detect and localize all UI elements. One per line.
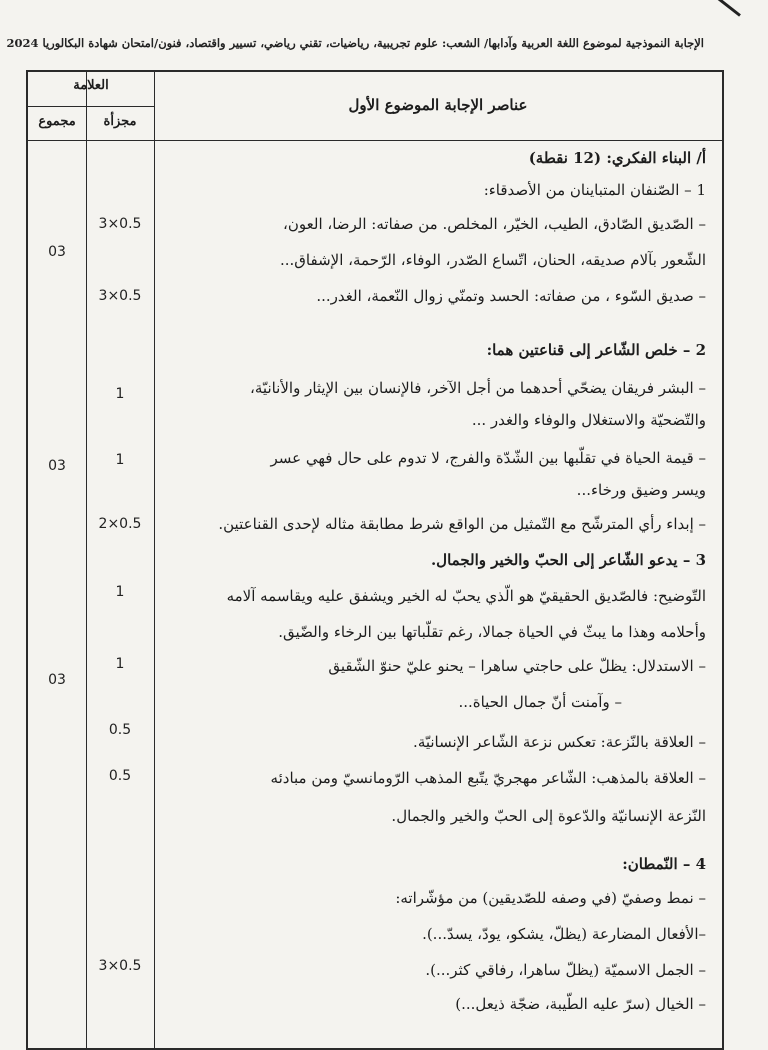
mark-part: 1: [115, 386, 125, 402]
answer-line: – قيمة الحياة في تقلّبها بين الشّدّة والفرج، لا تدوم على حال فهي عسر: [270, 449, 706, 467]
answer-line: التّوضيح: فالصّديق الحقيقيّ هو الّذي يحبّ له الخير ويشفق عليه ويقاسمه آلامه: [226, 587, 706, 605]
answer-line: 1 – الصّنفان المتباينان من الأصدقاء:: [483, 181, 706, 199]
question-heading: 2 – خلص الشّاعر إلى قناعتين هما:: [486, 341, 706, 359]
mark-part: 0.5: [108, 722, 132, 738]
marks-header-divider: [28, 106, 154, 107]
answer-line: – الصّديق الصّادق، الطيب، الخيّر، المخلص. من صفاته: الرضا، العون،: [283, 215, 706, 233]
answer-column-title: عناصر الإجابة الموضوع الأول: [348, 96, 528, 114]
answer-line: – وآمنت أنّ جمال الحياة...: [458, 693, 622, 711]
answer-line: –الأفعال المضارعة (يظلّ، يشكو، يودّ، يسدّ...).: [422, 925, 706, 943]
mark-total: 03: [48, 458, 66, 474]
mark-part: 0.5: [108, 768, 132, 784]
corner-slash-mark: [701, 0, 741, 17]
answer-line: – العلاقة بالنّزعة: تعكس نزعة الشّاعر الإنسانيّة.: [413, 733, 706, 751]
mark-part: 1: [115, 584, 125, 600]
answer-line: والتّضحيّة والاستغلال والوفاء والغدر ...: [471, 411, 706, 429]
answer-line: – الخيال (سرّ عليه الطّيبة، ضجّة ذيعل...): [455, 995, 706, 1013]
answer-line: النّزعة الإنسانيّة والدّعوة إلى الحبّ والخير والجمال.: [391, 807, 706, 825]
mark-part: 1: [115, 656, 125, 672]
answer-line: – الاستدلال: يظلّ على حاجتي ساهرا – يحنو عليّ حنوّ الشّقيق: [328, 657, 706, 675]
total-column-header: مجموع: [38, 114, 76, 129]
answer-line: – نمط وصفيّ (في وصفه للصّديقين) من مؤشّراته:: [395, 889, 706, 907]
answer-line: الشّعور بآلام صديقه، الحنان، اتّساع الصّدر، الوفاء، الرّحمة، الإشفاق...: [279, 251, 706, 269]
answer-line: ويسر وضيق ورخاء...: [576, 481, 706, 499]
answer-line: – صديق السّوء ، من صفاته: الحسد وتمنّي زوال النّعمة، الغدر...: [316, 287, 706, 305]
answer-line: – العلاقة بالمذهب: الشّاعر مهجريّ يتّبع المذهب الرّومانسيّ ومن مبادئه: [270, 769, 706, 787]
mark-part: 3×0.5: [98, 216, 142, 232]
marks-column-title: العلامة: [73, 78, 109, 93]
section-title: أ/ البناء الفكري: (12 نقطة): [528, 149, 706, 167]
part-column-header: مجزأة: [103, 114, 137, 129]
column-divider-part: [154, 72, 155, 1048]
exam-header: الإجابة النموذجية لموضوع اللغة العربية وآدابها/ الشعب: علوم تجريبية، رياضيات، تقني رياضي، تسيير واقتصاد، فنون/امتحان شهادة البكالوريا 2024: [6, 36, 704, 50]
answer-line: – الجمل الاسميّة (يظلّ ساهرا، رفاقي كثر...).: [425, 961, 706, 979]
answer-line: – إبداء رأي المترشّح مع التّمثيل من الواقع شرط مطابقة مثاله لإحدى القناعتين.: [218, 515, 706, 533]
question-heading: 4 – النّمطان:: [622, 855, 706, 873]
mark-total: 03: [48, 672, 66, 688]
mark-total: 03: [48, 244, 66, 260]
mark-part: 3×0.5: [98, 288, 142, 304]
question-heading: 3 – يدعو الشّاعر إلى الحبّ والخير والجمال.: [430, 551, 706, 569]
mark-part: 3×0.5: [98, 958, 142, 974]
answer-line: – البشر فريقان يضحّي أحدهما من أجل الآخر، فالإنسان بين الإيثار والأنانيّة،: [250, 379, 706, 397]
header-row-divider: [28, 140, 722, 141]
answer-table: [26, 70, 724, 1050]
answer-line: وأحلامه وهذا ما يبثّ في الحياة جمالا، رغم تقلّباتها بين الرخاء والضّيق.: [278, 623, 706, 641]
mark-part: 2×0.5: [98, 516, 142, 532]
mark-part: 1: [115, 452, 125, 468]
